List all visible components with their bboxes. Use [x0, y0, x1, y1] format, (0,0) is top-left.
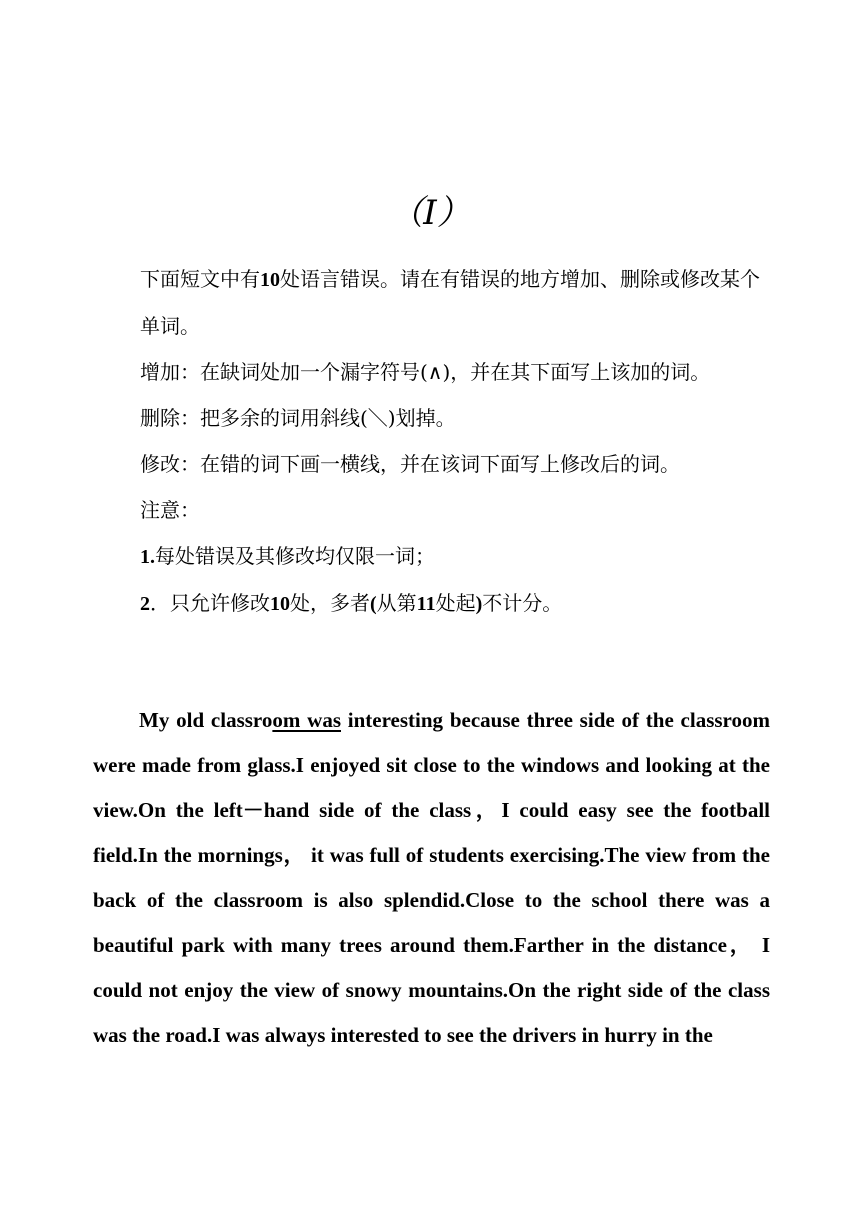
passage-part-2: interesting because three side of the classroom were made from glass.I enjoyed sit close to the windows and looking at the view.On the left－hand side of the class，I could easy see the football field.In the mornings， it was full of students exercising.The view from the back of the classroom is also splendid.Close to the school there was a beautiful park with many trees around them.Farther in the distance， I could not enjoy the view of snowy mountains.On the right side of the class was the road.I was always interested to see the drivers in hurry in the	[93, 708, 770, 1047]
note-rule-1: 1.每处错误及其修改均仅限一词；	[140, 544, 435, 568]
underlined-text: om was	[272, 708, 341, 732]
passage-part-1: My old classro	[139, 708, 273, 732]
instruction-intro: 下面短文中有10处语言错误。请在有错误的地方增加、删除或修改某个单词。	[140, 267, 760, 338]
note-rule-2: 2．只允许修改10处，多者(从第11处起)不计分。	[140, 591, 563, 615]
passage-text	[93, 698, 770, 1058]
instruction-modify: 修改：在错的词下画一横线，并在该词下面写上修改后的词。	[140, 452, 680, 476]
instruction-delete: 删除：把多余的词用斜线(＼)划掉。	[140, 406, 456, 430]
instruction-add: 增加：在缺词处加一个漏字符号(∧)，并在其下面写上该加的词。	[140, 360, 711, 384]
note-label: 注意：	[140, 498, 200, 522]
instructions-block	[93, 256, 773, 627]
section-heading: （Ⅰ）	[389, 195, 471, 232]
